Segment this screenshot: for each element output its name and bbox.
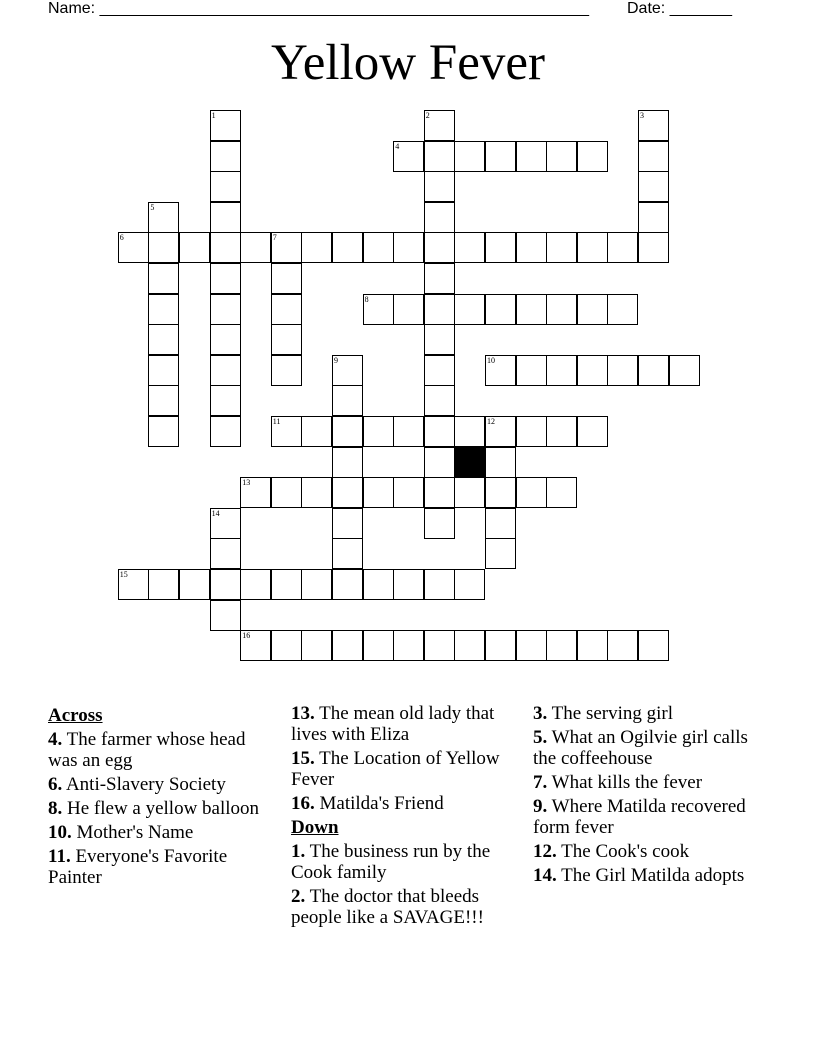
grid-cell[interactable] bbox=[424, 324, 455, 355]
grid-cell[interactable] bbox=[485, 232, 516, 263]
grid-cell[interactable] bbox=[332, 569, 363, 600]
clue-item bbox=[533, 841, 773, 862]
clue-number: 16 bbox=[242, 631, 251, 641]
grid-cell[interactable] bbox=[393, 232, 424, 263]
name-field[interactable]: Name: _______________________________________________________ bbox=[48, 0, 589, 17]
grid-cell[interactable] bbox=[546, 232, 577, 263]
grid-cell[interactable] bbox=[424, 171, 455, 202]
grid-cell[interactable] bbox=[210, 355, 241, 386]
clue-item bbox=[533, 703, 773, 724]
clue-item bbox=[48, 729, 278, 771]
grid-cell[interactable] bbox=[332, 385, 363, 416]
grid-cell[interactable] bbox=[301, 569, 332, 600]
clue-text: Where Matilda recovered form fever bbox=[533, 796, 746, 838]
clue-number-label: 11. bbox=[48, 846, 71, 867]
grid-cell[interactable] bbox=[485, 508, 516, 539]
clue-item bbox=[48, 822, 278, 843]
grid-cell[interactable] bbox=[210, 416, 241, 447]
clue-number: 2 bbox=[425, 111, 430, 120]
grid-cell[interactable] bbox=[577, 416, 608, 447]
grid-cell[interactable] bbox=[454, 416, 485, 447]
grid-cell[interactable] bbox=[516, 355, 547, 386]
down-heading: Down bbox=[291, 817, 339, 838]
grid-cell[interactable] bbox=[363, 232, 394, 263]
clue-text: The mean old lady that lives with Eliza bbox=[291, 703, 495, 745]
clue-text: The Location of Yellow Fever bbox=[291, 748, 500, 790]
grid-cell[interactable] bbox=[393, 569, 424, 600]
grid-cell[interactable] bbox=[516, 232, 547, 263]
grid-cell[interactable] bbox=[271, 294, 302, 325]
clue-item bbox=[48, 846, 278, 888]
grid-cell[interactable] bbox=[577, 630, 608, 661]
grid-cell[interactable] bbox=[485, 630, 516, 661]
grid-cell[interactable] bbox=[332, 538, 363, 569]
grid-cell[interactable] bbox=[301, 477, 332, 508]
grid-cell[interactable] bbox=[424, 232, 455, 263]
clue-text: The farmer whose head was an egg bbox=[48, 729, 246, 771]
grid-cell[interactable] bbox=[301, 630, 332, 661]
clue-text: The serving girl bbox=[547, 703, 674, 724]
clue-number-label: 8. bbox=[48, 798, 63, 819]
across-clue-list-continued bbox=[291, 703, 523, 814]
grid-cell[interactable] bbox=[271, 477, 302, 508]
clue-number: 11 bbox=[272, 417, 281, 426]
clues-column-2 bbox=[291, 703, 523, 931]
clue-number: 8 bbox=[364, 294, 369, 304]
clue-text: He flew a yellow balloon bbox=[62, 798, 260, 819]
grid-cell[interactable] bbox=[271, 569, 302, 600]
grid-cell[interactable] bbox=[516, 141, 547, 172]
grid-cell[interactable] bbox=[363, 630, 394, 661]
clues-column-3 bbox=[533, 703, 773, 889]
grid-cell[interactable] bbox=[516, 416, 547, 447]
grid-cell[interactable] bbox=[332, 630, 363, 661]
grid-cell[interactable] bbox=[210, 171, 241, 202]
clue-text: The doctor that bleeds people like a SAVAGE!!! bbox=[291, 886, 484, 928]
clue-item bbox=[533, 865, 773, 886]
grid-cell[interactable] bbox=[240, 569, 271, 600]
grid-cell[interactable] bbox=[669, 355, 700, 386]
clue-number: 1 bbox=[211, 111, 216, 120]
clue-item bbox=[533, 796, 773, 838]
grid-cell[interactable] bbox=[424, 141, 455, 172]
clue-number-label: 12. bbox=[533, 841, 557, 862]
clue-number: 5 bbox=[150, 202, 155, 212]
down-clue-list bbox=[291, 841, 523, 928]
grid-cell[interactable] bbox=[424, 202, 455, 233]
clue-number: 10 bbox=[487, 355, 495, 365]
clue-item bbox=[48, 774, 278, 795]
date-field[interactable]: Date: _______ bbox=[627, 0, 732, 17]
clue-number-label: 7. bbox=[533, 772, 548, 793]
grid-cell[interactable] bbox=[210, 600, 241, 631]
grid-cell[interactable] bbox=[454, 294, 485, 325]
grid-cell[interactable] bbox=[577, 141, 608, 172]
grid-cell[interactable] bbox=[424, 630, 455, 661]
grid-cell[interactable] bbox=[210, 141, 241, 172]
clue-item bbox=[533, 727, 773, 769]
grid-cell[interactable] bbox=[485, 477, 516, 508]
clue-number-label: 9. bbox=[533, 796, 548, 817]
clue-number-label: 10. bbox=[48, 822, 72, 843]
grid-cell[interactable] bbox=[148, 324, 179, 355]
grid-cell[interactable] bbox=[516, 630, 547, 661]
grid-cell[interactable] bbox=[424, 508, 455, 539]
grid-cell[interactable] bbox=[271, 324, 302, 355]
clue-text: The Cook's cook bbox=[556, 841, 690, 862]
clue-number-label: 6. bbox=[48, 774, 63, 795]
clue-number: 9 bbox=[334, 355, 338, 365]
clue-number-label: 1. bbox=[291, 841, 306, 862]
grid-cell[interactable] bbox=[148, 294, 179, 325]
grid-cell[interactable] bbox=[210, 324, 241, 355]
clues-column-1 bbox=[48, 703, 278, 891]
grid-cell[interactable] bbox=[638, 141, 669, 172]
grid-cell[interactable] bbox=[424, 385, 455, 416]
grid-cell[interactable] bbox=[148, 263, 179, 294]
clue-number: 7 bbox=[272, 233, 277, 243]
grid-cell[interactable] bbox=[332, 416, 363, 447]
clue-number: 3 bbox=[640, 111, 644, 120]
grid-cell[interactable] bbox=[332, 447, 363, 478]
grid-cell[interactable] bbox=[332, 232, 363, 263]
grid-cell[interactable] bbox=[424, 416, 455, 447]
grid-cell[interactable] bbox=[638, 232, 669, 263]
clue-item bbox=[291, 703, 523, 745]
grid-cell[interactable] bbox=[363, 477, 394, 508]
clue-text: Matilda's Friend bbox=[314, 793, 444, 814]
grid-cell[interactable] bbox=[210, 294, 241, 325]
grid-cell[interactable] bbox=[148, 355, 179, 386]
clue-number-label: 13. bbox=[291, 703, 315, 724]
grid-cell[interactable] bbox=[393, 294, 424, 325]
grid-cell[interactable] bbox=[454, 141, 485, 172]
grid-cell[interactable] bbox=[485, 447, 516, 478]
grid-cell[interactable] bbox=[332, 508, 363, 539]
grid-cell[interactable] bbox=[210, 232, 241, 263]
grid-cell[interactable] bbox=[454, 477, 485, 508]
grid-cell[interactable] bbox=[577, 355, 608, 386]
grid-cell[interactable] bbox=[240, 232, 271, 263]
grid-cell[interactable] bbox=[332, 477, 363, 508]
grid-cell[interactable] bbox=[454, 569, 485, 600]
grid-cell[interactable] bbox=[638, 202, 669, 233]
clue-number-label: 14. bbox=[533, 865, 557, 886]
grid-cell[interactable] bbox=[363, 569, 394, 600]
grid-cell[interactable] bbox=[546, 416, 577, 447]
grid-cell[interactable] bbox=[546, 477, 577, 508]
clue-item bbox=[291, 748, 523, 790]
clue-number: 15 bbox=[119, 570, 128, 579]
clue-number: 6 bbox=[119, 233, 124, 243]
grid-cell[interactable] bbox=[607, 630, 638, 661]
grid-cell[interactable] bbox=[607, 232, 638, 263]
clue-number: 14 bbox=[211, 508, 220, 518]
clue-text: Mother's Name bbox=[71, 822, 194, 843]
clue-number-label: 4. bbox=[48, 729, 63, 750]
grid-cell[interactable] bbox=[577, 294, 608, 325]
grid-cell[interactable] bbox=[485, 538, 516, 569]
clue-text: The business run by the Cook family bbox=[291, 841, 491, 883]
grid-cell[interactable] bbox=[210, 385, 241, 416]
grid-cell[interactable] bbox=[179, 232, 210, 263]
clue-number: 12 bbox=[487, 417, 495, 426]
across-heading: Across bbox=[48, 705, 103, 726]
grid-cell[interactable] bbox=[393, 477, 424, 508]
grid-cell[interactable] bbox=[148, 416, 179, 447]
clue-text: Everyone's Favorite Painter bbox=[48, 846, 228, 888]
grid-cell[interactable] bbox=[424, 263, 455, 294]
clue-item bbox=[291, 841, 523, 883]
clue-number-label: 3. bbox=[533, 703, 548, 724]
grid-cell[interactable] bbox=[454, 630, 485, 661]
grid-cell[interactable] bbox=[454, 232, 485, 263]
clue-text: The Girl Matilda adopts bbox=[556, 865, 745, 886]
grid-cell[interactable] bbox=[546, 355, 577, 386]
grid-cell[interactable] bbox=[271, 630, 302, 661]
grid-cell[interactable] bbox=[210, 202, 241, 233]
grid-cell[interactable] bbox=[516, 294, 547, 325]
grid-cell[interactable] bbox=[516, 477, 547, 508]
grid-cell[interactable] bbox=[607, 355, 638, 386]
grid-cell[interactable] bbox=[393, 416, 424, 447]
grid-cell[interactable] bbox=[577, 232, 608, 263]
clue-number: 13 bbox=[242, 478, 251, 488]
grid-cell[interactable] bbox=[148, 232, 179, 263]
grid-cell[interactable] bbox=[393, 630, 424, 661]
grid-cell[interactable] bbox=[638, 355, 669, 386]
grid-cell[interactable] bbox=[546, 630, 577, 661]
page-title: Yellow Fever bbox=[271, 35, 545, 91]
grid-cell[interactable] bbox=[424, 294, 455, 325]
grid-cell[interactable] bbox=[210, 569, 241, 600]
clue-number-label: 5. bbox=[533, 727, 548, 748]
clue-item bbox=[48, 798, 278, 819]
grid-cell[interactable] bbox=[424, 447, 455, 478]
grid-cell[interactable] bbox=[210, 538, 241, 569]
grid-cell[interactable] bbox=[424, 355, 455, 386]
clue-item bbox=[533, 772, 773, 793]
grid-cell[interactable] bbox=[485, 141, 516, 172]
clue-text: What an Ogilvie girl calls the coffeehouse bbox=[533, 727, 748, 769]
clue-number-label: 16. bbox=[291, 793, 315, 814]
grid-block bbox=[454, 447, 485, 478]
grid-cell[interactable] bbox=[424, 569, 455, 600]
across-clue-list bbox=[48, 729, 278, 888]
grid-cell[interactable] bbox=[301, 232, 332, 263]
grid-cell[interactable] bbox=[271, 263, 302, 294]
clue-item bbox=[291, 886, 523, 928]
grid-cell[interactable] bbox=[363, 416, 394, 447]
grid-cell[interactable] bbox=[638, 630, 669, 661]
grid-cell[interactable] bbox=[301, 416, 332, 447]
grid-cell[interactable] bbox=[485, 294, 516, 325]
down-clue-list-continued bbox=[533, 703, 773, 886]
grid-cell[interactable] bbox=[607, 294, 638, 325]
grid-cell[interactable] bbox=[210, 263, 241, 294]
clue-text: What kills the fever bbox=[547, 772, 703, 793]
grid-cell[interactable] bbox=[546, 141, 577, 172]
grid-cell[interactable] bbox=[546, 294, 577, 325]
clue-number: 4 bbox=[395, 141, 400, 151]
grid-cell[interactable] bbox=[271, 355, 302, 386]
clue-number-label: 2. bbox=[291, 886, 306, 907]
grid-cell[interactable] bbox=[179, 569, 210, 600]
grid-cell[interactable] bbox=[148, 569, 179, 600]
grid-cell[interactable] bbox=[148, 385, 179, 416]
clue-text: Anti-Slavery Society bbox=[62, 774, 226, 795]
clue-number-label: 15. bbox=[291, 748, 315, 769]
grid-cell[interactable] bbox=[424, 477, 455, 508]
grid-cell[interactable] bbox=[638, 171, 669, 202]
clue-item bbox=[291, 793, 523, 814]
